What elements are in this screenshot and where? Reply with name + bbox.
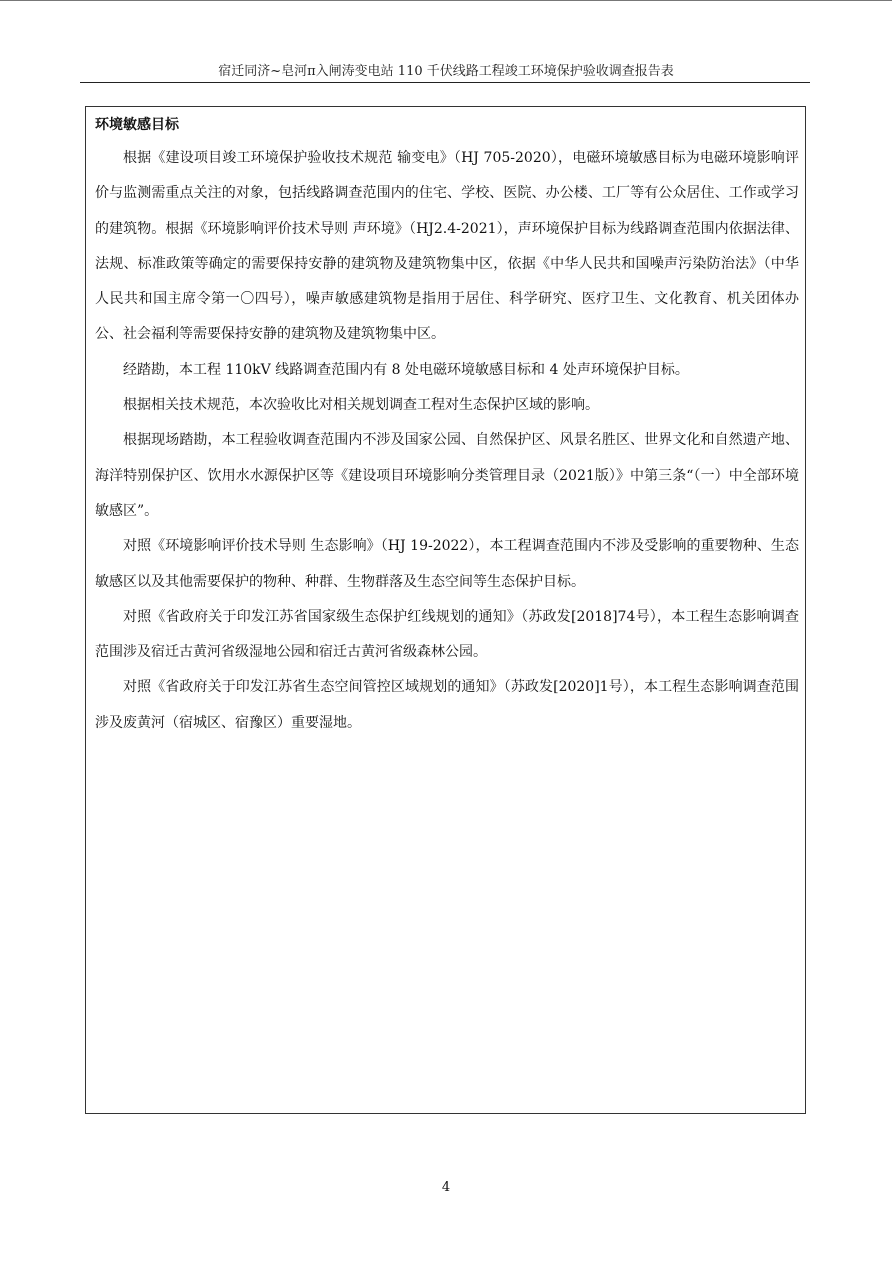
paragraph-red-line-plan: 对照《省政府关于印发江苏省国家级生态保护红线规划的通知》（苏政发[2018]74号），本工程生态影响调查范围涉及宿迁古黄河省级湿地公园和宿迁古黄河省级森林公园。 <box>95 608 799 661</box>
paragraph-sensitive-areas: 根据现场踏勘，本工程验收调查范围内不涉及国家公园、自然保护区、风景名胜区、世界文化和自然遗产地、海洋特别保护区、饮用水水源保护区等《建设项目环境影响分类管理目录（2021版）》中第三条“（一）中全部环境敏感区”。 <box>95 432 799 519</box>
top-edge-rule <box>0 0 892 1</box>
header-divider <box>80 82 810 83</box>
paragraph-ecology-guideline: 对照《环境影响评价技术导则 生态影响》（HJ 19-2022），本工程调查范围内不涉及受影响的重要物种、生态敏感区以及其他需要保护的物种、种群、生物群落及生态空间等生态保护目标。 <box>95 538 799 590</box>
paragraph-survey-result: 经踏勘，本工程 110kV 线路调查范围内有 8 处电磁环境敏感目标和 4 处声环境保护目标。 <box>123 361 689 378</box>
paragraph-control-area-plan: 对照《省政府关于印发江苏省生态空间管控区域规划的通知》（苏政发[2020]1号），本工程生态影响调查范围涉及废黄河（宿城区、宿豫区）重要湿地。 <box>95 679 799 731</box>
content-box <box>85 106 806 1114</box>
paragraph-definitions: 根据《建设项目竣工环境保护验收技术规范 输变电》（HJ 705-2020），电磁环境敏感目标为电磁环境影响评价与监测需重点关注的对象，包括线路调查范围内的住宅、学校、医院、办公楼、工厂等有公众居住、工作或学习的建筑物。根据《环境影响评价技术导则 声环境》（HJ2.4-2021），声环境保护目标为线路调查范围内依据法律、法规、标准政策等确定的需要保持安静的建筑物及建筑物集中区，依据《中华人民共和国噪声污染防治法》（中华人民共和国主席令第一〇四号），噪声敏感建筑物是指用于居住、科学研究、医疗卫生、文化教育、机关团体办公、社会福利等需要保持安静的建筑物及建筑物集中区。 <box>95 150 799 343</box>
paragraph-ecology-basis: 根据相关技术规范，本次验收比对相关规划调查工程对生态保护区域的影响。 <box>123 397 599 414</box>
page-header-title: 宿迁同济~皂河π入闸涛变电站 110 千伏线路工程竣工环境保护验收调查报告表 <box>218 64 674 79</box>
section-title: 环境敏感目标 <box>95 117 179 133</box>
page-number: 4 <box>441 1180 451 1195</box>
